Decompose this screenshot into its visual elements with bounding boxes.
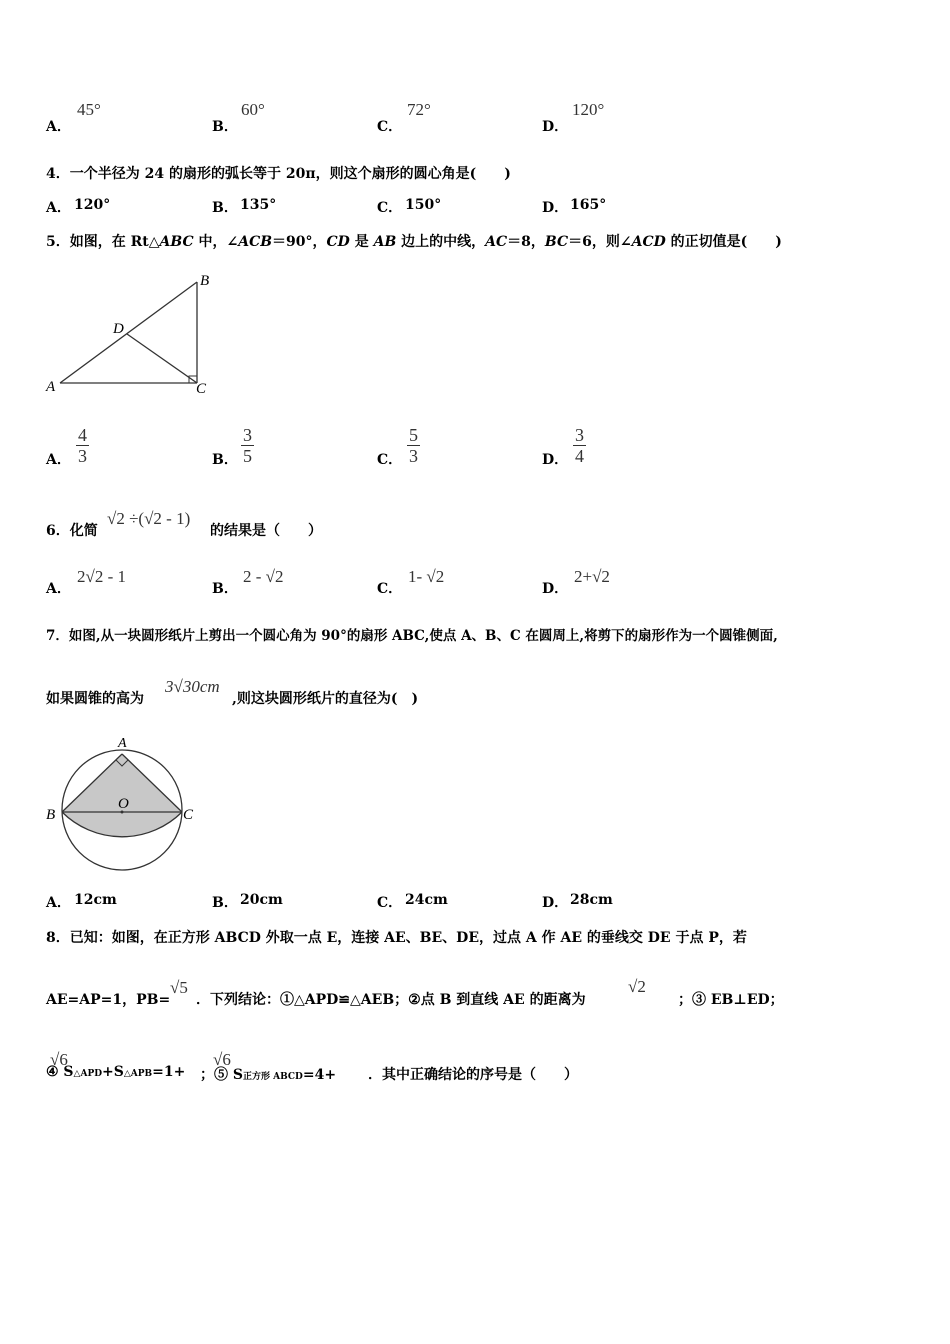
q7-height-expression: 3√30cm [165,677,220,696]
q8-stem-line2-middle: ．下列结论：①△APD≌△AEB；②点 B 到直线 AE 的距离为 [196,992,586,1008]
q8-stem-line3: ④ S△APD+S△APB=1+ [46,1064,186,1080]
q8-sqrt6-first: √6 [50,1050,68,1069]
q5-option-a-letter: A． [46,452,71,468]
q7-option-b-letter: B． [212,895,238,911]
q3-option-a-value: 45° [77,100,101,119]
q6-option-c-value: 1- √2 [408,567,445,586]
q4-option-c-letter: C． [377,200,403,216]
q5-option-d-fraction: $\frac{3}{4}$ [575,425,584,466]
q5-triangle-figure [40,265,220,400]
q6-stem-start: 6．化简 [46,523,98,539]
q8-stem-line1: 8．已知：如图，在正方形 ABCD 外取一点 E，连接 AE、BE、DE，过点 A 作 AE 的垂线交 DE 于点 P，若 [46,930,747,946]
q3-option-d-value: 120° [572,100,605,119]
q6-option-a-value: 2√2 - 1 [77,567,126,586]
q5-stem: 5．如图，在 Rt△ABC 中，∠ACB＝90°，CD 是 AB 边上的中线，AC＝8，BC＝6，则∠ACD 的正切值是( ) [46,234,782,250]
q7-stem-line2-end: ,则这块圆形纸片的直径为( ) [232,691,419,707]
q3-option-c-value: 72° [407,100,431,119]
q6-option-b-letter: B． [212,581,238,597]
q4-stem: 4．一个半径为 24 的扇形的弧长等于 20π，则这个扇形的圆心角是( ) [46,166,511,182]
q7-stem-line2-start: 如果圆锥的高为 [46,691,144,707]
q4-option-b-letter: B． [212,200,238,216]
q8-stem-line3-middle: ；⑤ S正方形 ABCD=4+ [200,1067,337,1083]
q3-option-c-letter: C． [377,119,403,135]
q4-option-b-value: 135° [240,197,277,213]
q5-option-c-letter: C． [377,452,403,468]
q7-option-b-value: 20cm [240,892,283,908]
label-o: O [118,796,129,812]
q4-option-d-value: 165° [570,197,607,213]
q7-option-d-value: 28cm [570,892,613,908]
q6-option-a-letter: A． [46,581,71,597]
q8-sqrt6-second: √6 [213,1050,231,1069]
label-d: D [113,321,124,337]
q5-option-d-letter: D． [542,452,569,468]
q6-option-d-value: 2+√2 [574,567,610,586]
q3-option-b-value: 60° [241,100,265,119]
q7-option-c-value: 24cm [405,892,448,908]
q7-stem-line1: 7．如图,从一块圆形纸片上剪出一个圆心角为 90°的扇形 ABC,使点 A、B、C 在圆周上,将剪下的扇形作为一个圆锥侧面, [46,628,778,644]
q7-option-d-letter: D． [542,895,569,911]
q7-option-a-value: 12cm [74,892,117,908]
label-a: A [46,379,56,395]
q4-option-d-letter: D． [542,200,569,216]
segment-cd [127,334,197,383]
q8-sqrt5: √5 [170,978,188,997]
q5-option-b-letter: B． [212,452,238,468]
q8-stem-line2-end: ；③ EB⊥ED； [678,992,784,1008]
q4-option-a-value: 120° [74,197,111,213]
q7-option-c-letter: C． [377,895,403,911]
label-a: A [118,736,127,751]
q6-option-c-letter: C． [377,581,403,597]
label-b: B [46,807,56,823]
q7-circle-figure [40,732,210,877]
q6-stem-end: 的结果是（ ） [210,523,322,539]
q6-expression: √2 ÷(√2 - 1) [107,509,191,528]
q8-stem-line2-start: AE=AP=1，PB= [46,992,171,1008]
q6-option-d-letter: D． [542,581,569,597]
label-c: C [183,807,194,823]
q3-option-d-letter: D． [542,119,569,135]
q5-option-b-fraction: $\frac{3}{5}$ [243,425,252,466]
q4-option-c-value: 150° [405,197,442,213]
q3-option-a-letter: A． [46,119,71,135]
q8-sqrt2: √2 [628,977,646,996]
label-b: B [200,273,210,289]
q5-option-a-fraction: $\frac{4}{3}$ [78,425,87,466]
q5-option-c-fraction: $\frac{5}{3}$ [409,425,418,466]
q3-option-b-letter: B． [212,119,238,135]
q4-option-a-letter: A． [46,200,71,216]
q7-option-a-letter: A． [46,895,71,911]
q8-stem-line3-end: ．其中正确结论的序号是（ ） [368,1067,578,1083]
q6-option-b-value: 2 - √2 [243,567,284,586]
label-c: C [196,381,207,397]
